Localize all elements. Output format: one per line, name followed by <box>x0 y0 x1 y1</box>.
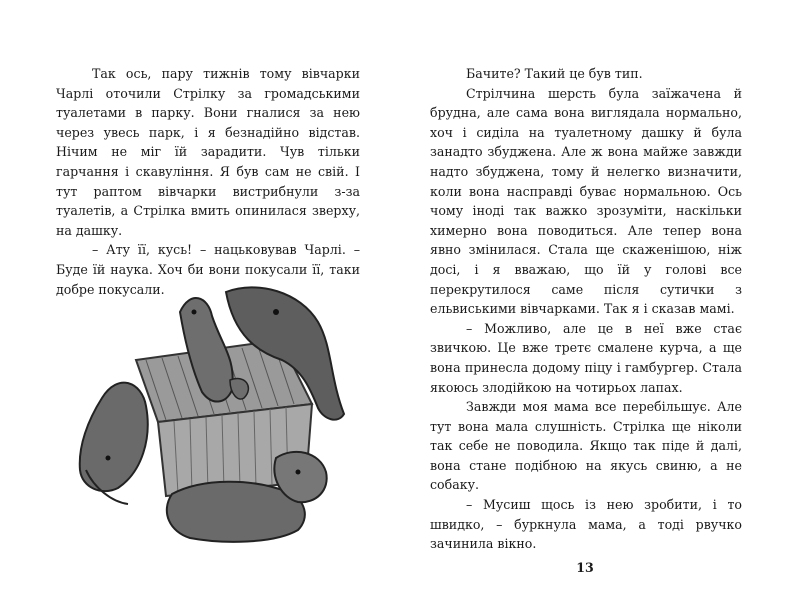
sheepdog-left <box>80 383 148 491</box>
paragraph: – Мусиш щось із нею зробити, і то швидко, – буркнула мама, а тоді рвучко зачинила вікно. <box>430 497 742 552</box>
paragraph: – Ату її, кусь! – нацьковував Чарлі. – Буде їй наука. Хоч би вони покусали її, таки добре покусали. <box>56 242 360 297</box>
dogs-around-toilet-illustration-icon <box>62 282 362 558</box>
paragraph: Так ось, пару тижнів тому вівчарки Чарлі оточили Стрілку за громадськими туалетами в парку. Вони гналися за нею через увесь парк, і я безнадійно відстав. Нічим не міг їй зарадити. Чув тільки гарчання і скавуління. Я був сам не свій. І тут раптом вівчарки вистрибнули з-за туалетів, а Стрілка вмить опинилася зверху, на дашку. <box>56 66 360 238</box>
page-number: 13 <box>576 560 594 575</box>
paragraph: Бачите? Такий це був тип. <box>466 66 643 81</box>
right-page <box>400 0 800 600</box>
paragraph: Стрілчина шерсть була заїжачена й брудна, але сама вона виглядала нормально, хоч і сиділа на туалетному дашку й була занадто збуджена. Але ж вона майже завжди надто збуджена, тому й нелегко визначити, коли вона насправді буває нормальною. Ось чому іноді так важко зрозуміти, наскільки химерно вона поводиться. Але тепер вона явно змінилася. Стала ще скаженішою, ніж досі, і я вважаю, що їй у голові все перекрутилося саме після сутички з ельвиськими вівчарками. Так я і сказав мамі. <box>430 85 742 317</box>
dogs-illustration <box>62 282 362 558</box>
right-page-text <box>430 64 742 554</box>
paragraph: – Можливо, але це в неї вже стає звичкою. Це вже третє смалене курча, а ще вона принесла додому піцу і гамбургер. Стала якоюсь злодійкою на чотирьох лапах. <box>430 320 742 395</box>
left-page-text <box>56 64 360 299</box>
paragraph: Завжди моя мама все перебільшує. Але тут вона мала слушність. Стрілка ще ніколи так себе не поводила. Якщо так піде й далі, вона стане подібною на якусь свиню, а не собаку. <box>430 399 742 493</box>
